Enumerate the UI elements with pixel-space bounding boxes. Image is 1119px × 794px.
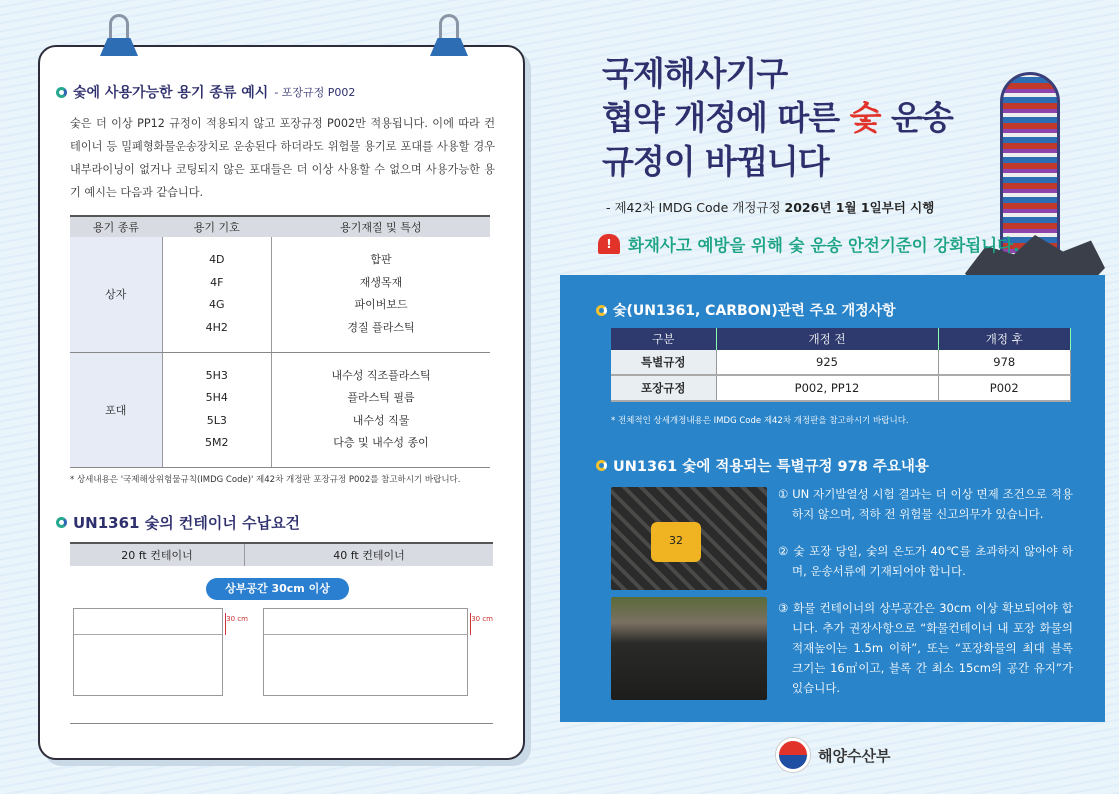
logo-text: 해양수산부 <box>818 746 891 765</box>
headspace-pill: 상부공간 30cm 이상 <box>206 578 349 600</box>
material: 내수성 직조플라스틱 <box>331 368 431 382</box>
taegeuk-logo-icon <box>776 738 810 772</box>
table-row <box>70 237 490 352</box>
header-cell: 용기 종류 <box>70 216 162 237</box>
ministry-logo <box>776 738 890 772</box>
subtitle-date: 2026년 1월 1일부터 시행 <box>784 200 935 215</box>
header-cell: 개정 후 <box>938 328 1071 350</box>
section-title-stowage <box>56 512 300 533</box>
code: 4D <box>209 253 225 267</box>
before-cell: P002, PP12 <box>716 375 938 401</box>
container-types-table <box>70 215 490 468</box>
header-40ft: 40 ft 컨테이너 <box>333 549 405 562</box>
material: 플라스틱 필름 <box>347 391 415 404</box>
material: 합판 <box>370 253 392 267</box>
container-header <box>70 542 493 566</box>
title-part: 협약 개정에 따른 <box>602 98 850 137</box>
section-title-revisions <box>596 300 896 320</box>
main-title <box>602 52 953 184</box>
container-40ft-diagram <box>263 608 493 696</box>
row-label: 포장규정 <box>611 375 716 401</box>
after-cell: 978 <box>938 350 1071 375</box>
bullet-icon <box>596 460 607 471</box>
list-item: ① UN 자기발열성 시험 결과는 더 이상 면제 조건으로 적용하지 않으며, 적하 전 위험물 신고의무가 있습니다. <box>778 487 1073 521</box>
before-cell: 925 <box>716 350 938 375</box>
intro-paragraph: 숯은 더 이상 PP12 규정이 적용되지 않고 포장규정 P002만 적용됩니다. 이에 따라 컨테이너 등 밀폐형화물운송장치로 운송된다 하더라도 위험물 용기로 포대를 사용할 경우 내부라이닝이 없거나 코팅되지 않은 포대들은 더 이상 사용할 수 없으며 사용가능한 용기 예시는 다음과 같습니다. <box>70 117 495 199</box>
header-cell: 구분 <box>611 328 716 350</box>
title-text: UN1361 숯의 컨테이너 수납요건 <box>73 514 301 532</box>
alert-banner <box>598 232 1019 256</box>
binder-clip-icon <box>100 14 138 58</box>
dim-label: 30 cm <box>226 615 248 623</box>
material: 경질 플라스틱 <box>347 320 415 334</box>
section-title-containers <box>56 82 355 102</box>
material: 다층 및 내수성 종이 <box>333 436 429 449</box>
dim-label: 30 cm <box>471 615 493 623</box>
after-cell: P002 <box>938 375 1071 401</box>
thermometer-photo <box>611 487 767 590</box>
subtitle-text: - 제42차 IMDG Code 개정규정 <box>606 200 785 215</box>
material: 내수성 직물 <box>352 413 410 427</box>
title-text: 숯에 사용가능한 용기 종류 예시 <box>73 85 269 101</box>
sp978-list <box>778 484 1073 715</box>
list-item: ③ 화물 컨테이너의 상부공간은 30cm 이상 확보되어야 합니다. 추가 권장사항으로 “화물컨테이너 내 포장 화물의 적재높이는 1.5m 이하”, 또는 “포장화물의 최대 블록 크기는 16㎡이고, 블록 간 최소 15cm의 공간 유지”가 있습니다. <box>778 601 1073 695</box>
group-name: 포대 <box>70 352 162 467</box>
title-line <box>602 96 953 140</box>
title-part: 운송 <box>880 98 953 137</box>
title-line: 규정이 바뀝니다 <box>602 142 829 181</box>
header-cell: 개정 전 <box>716 328 938 350</box>
siren-icon: ! <box>598 234 620 254</box>
bullet-icon <box>56 87 67 98</box>
material: 파이버보드 <box>354 298 408 312</box>
title-line: 국제해사기구 <box>602 54 788 93</box>
revisions-table <box>611 328 1071 402</box>
bullet-icon <box>56 517 67 528</box>
code: 5H4 <box>205 391 228 404</box>
codes-cell <box>162 237 272 352</box>
row-label: 특별규정 <box>611 350 716 375</box>
table-row <box>611 350 1071 375</box>
thermometer-reading: 32 <box>651 522 701 562</box>
code: 5L3 <box>206 413 227 427</box>
alert-text: 화재사고 예방을 위해 숯 운송 안전기준이 강화됩니다. <box>628 236 1020 255</box>
codes-cell <box>162 352 272 467</box>
charcoal-pile-photo <box>611 597 767 700</box>
binder-clip-icon <box>430 14 468 58</box>
table-note: * 상세내용은 '국제해상위험물규칙(IMDG Code)' 제42차 개정판 포장규정 P002를 참고하시기 바랍니다. <box>70 475 461 485</box>
group-name: 상자 <box>70 237 162 352</box>
section-title-sp978 <box>596 455 929 476</box>
bullet-icon <box>596 305 607 316</box>
code: 4F <box>210 275 224 289</box>
table-row <box>70 352 490 467</box>
revisions-note: * 전체적인 상세개정내용은 IMDG Code 제42차 개정판을 참고하시기 바랍니다. <box>611 416 909 426</box>
title-highlight: 숯 <box>849 98 881 137</box>
code: 4H2 <box>205 320 228 334</box>
list-item: ② 숯 포장 당일, 숯의 온도가 40℃를 초과하지 않아야 하며, 운송서류에 기재되어야 합니다. <box>778 544 1073 578</box>
code: 4G <box>209 298 225 312</box>
table-row <box>611 375 1071 401</box>
title-text: 숯(UN1361, CARBON)관련 주요 개정사항 <box>613 303 896 319</box>
code: 5H3 <box>205 368 228 382</box>
subtitle: - 포장규정 P002 <box>274 86 356 99</box>
material: 재생목재 <box>359 275 403 289</box>
header-cell: 용기 기호 <box>162 216 272 237</box>
materials-cell <box>272 237 490 352</box>
header-cell: 용기재질 및 특성 <box>272 216 490 237</box>
title-text: UN1361 숯에 적용되는 특별규정 978 주요내용 <box>613 459 929 475</box>
effective-date <box>606 198 934 216</box>
container-20ft-diagram <box>73 608 248 696</box>
code: 5M2 <box>205 436 229 449</box>
header-20ft: 20 ft 컨테이너 <box>70 544 245 566</box>
materials-cell <box>272 352 490 467</box>
divider <box>70 723 493 724</box>
